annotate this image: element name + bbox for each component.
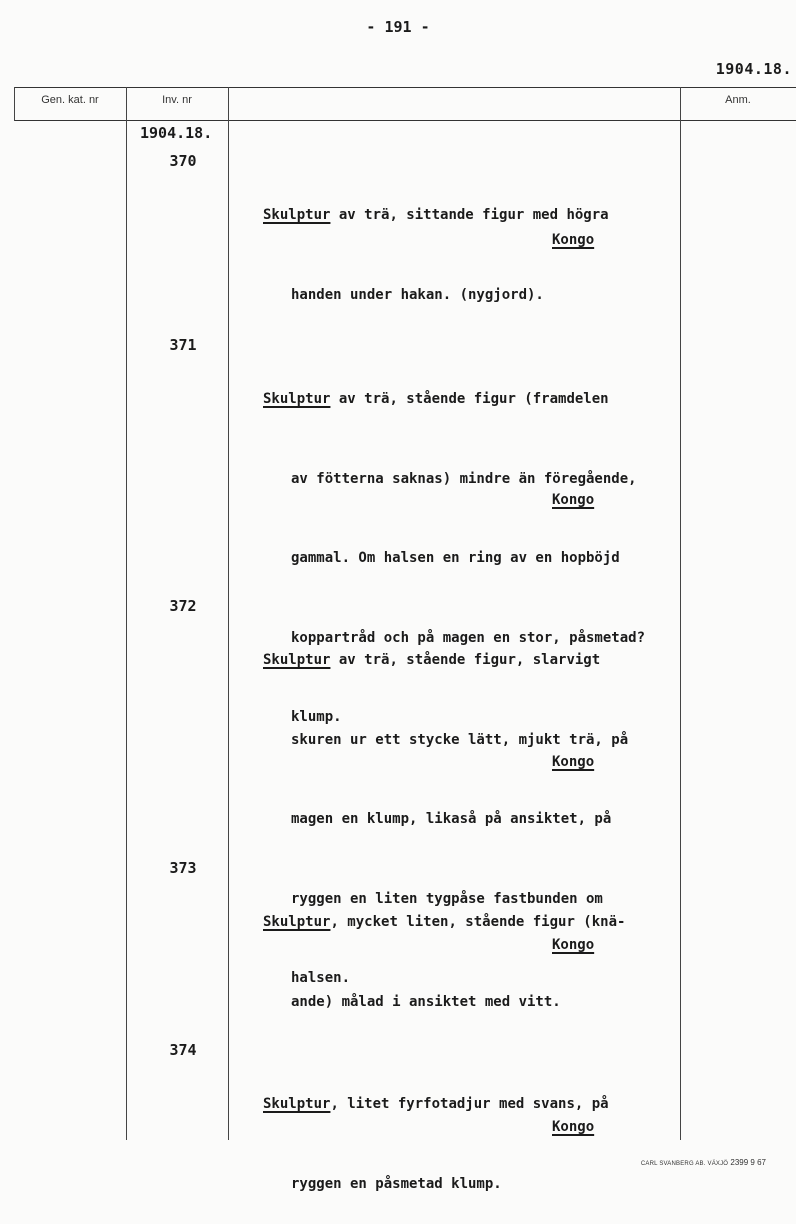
entry-line: av trä, sittande figur med högra (330, 207, 609, 223)
entry-line: handen under hakan. (nygjord). (291, 286, 544, 303)
entry-line: ryggen en påsmetad klump. (291, 1175, 502, 1192)
page-number: - 191 - (366, 18, 430, 36)
inv-number: 370 (169, 152, 197, 170)
entry-line: koppartråd och på magen en stor, påsmetad? (291, 629, 646, 646)
column-divider-inv-text (228, 87, 229, 1140)
entry-line: av trä, stående figur (framdelen (330, 391, 609, 407)
entry-term: Skulptur (263, 1096, 331, 1112)
inv-year: 1904.18. (140, 124, 213, 142)
inv-number: 373 (169, 859, 197, 877)
table-top-rule (14, 87, 796, 88)
entry-line: klump. (291, 709, 342, 725)
inv-number: 374 (169, 1041, 197, 1059)
entry-description (263, 856, 693, 1042)
entry-origin: Kongo (552, 492, 595, 508)
entry-line: av trä, stående figur, slarvigt (330, 652, 601, 668)
entry-line: ryggen en liten tygpåse fastbunden om (291, 890, 603, 907)
year-heading: 1904.18. (715, 60, 792, 78)
entry-description (263, 1038, 693, 1224)
entry-line: , mycket liten, stående figur (knä- (330, 914, 626, 930)
column-header-inv-nr: Inv. nr (162, 94, 192, 106)
printer-name: CARL SVANBERG AB. VÄXJÖ (640, 1161, 729, 1167)
entry-line: av fötterna saknas) mindre än föregående, (291, 470, 637, 487)
column-header-anm: Anm. (725, 94, 751, 106)
column-header-gen-kat-nr: Gen. kat. nr (41, 94, 99, 106)
entry-line: skuren ur ett stycke lätt, mjukt trä, på (291, 731, 629, 748)
entry-term: Skulptur (263, 207, 331, 223)
entry-origin: Kongo (552, 232, 595, 248)
entry-line: magen en klump, likaså på ansiktet, på (291, 811, 612, 827)
entry-term: Skulptur (263, 391, 331, 407)
printer-imprint (641, 1158, 766, 1167)
entry-line: halsen. (291, 970, 351, 986)
entry-term: Skulptur (263, 652, 331, 668)
entry-line: , litet fyrfotadjur med svans, på (330, 1096, 609, 1112)
entry-origin: Kongo (552, 937, 595, 953)
inv-number: 371 (169, 336, 197, 354)
entry-description (263, 149, 693, 335)
entry-term: Skulptur (263, 914, 331, 930)
entry-line: ande) målad i ansiktet med vitt. (291, 993, 561, 1010)
entry-origin: Kongo (552, 754, 595, 770)
column-divider-gen-inv (126, 87, 127, 1140)
inv-number: 372 (169, 597, 197, 615)
entry-origin: Kongo (552, 1119, 595, 1135)
entry-line: gammal. Om halsen en ring av en hopböjd (291, 550, 620, 566)
form-code: 2399 9 67 (730, 1158, 766, 1167)
table-header-rule (14, 120, 796, 121)
